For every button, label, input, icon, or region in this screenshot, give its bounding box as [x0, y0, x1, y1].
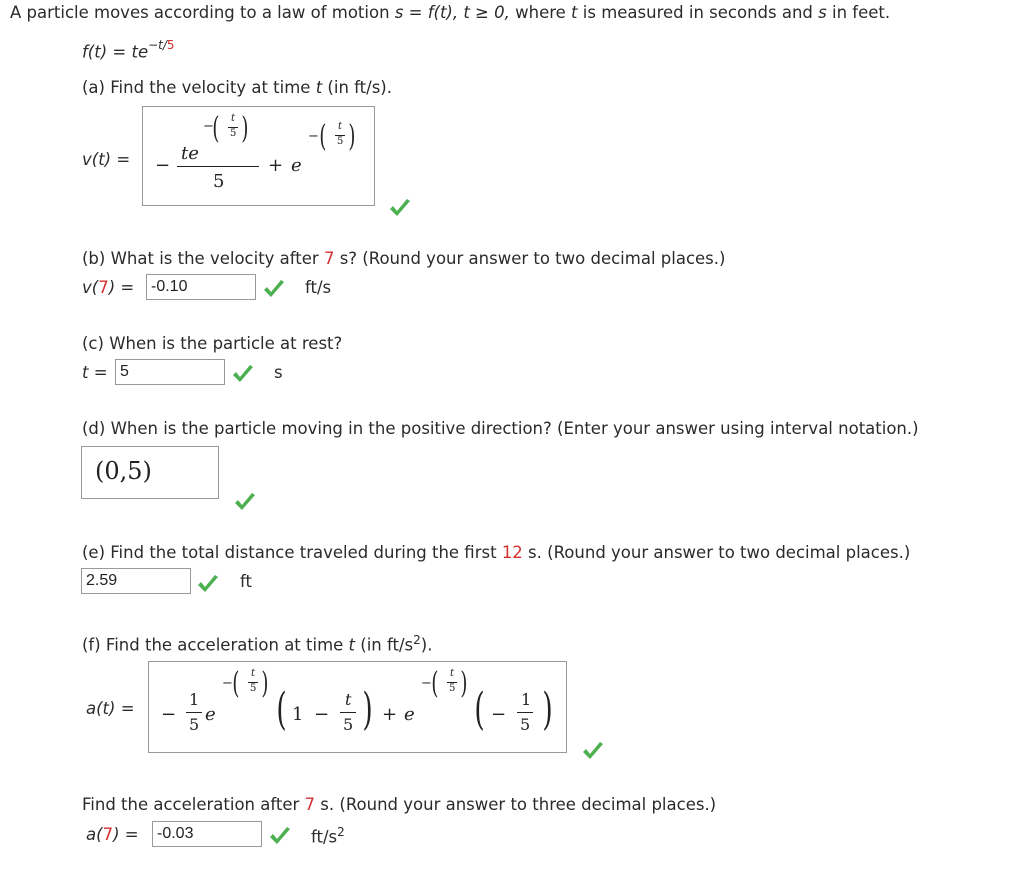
label-text: ): [113, 825, 120, 844]
label-eq: =: [124, 825, 139, 844]
math-expneg: −: [421, 676, 432, 691]
math-e: e: [205, 704, 216, 725]
unit-label: s: [274, 363, 283, 382]
prompt-var: t: [348, 635, 356, 655]
prompt-num: 7: [323, 249, 335, 268]
prompt-text: (e) Find the total distance traveled during the first: [82, 543, 502, 562]
distance-input[interactable]: 2.59: [81, 568, 191, 594]
label-num: 7: [98, 278, 109, 297]
prompt-text: (in ft/s: [355, 635, 414, 655]
prompt-var: t: [315, 78, 323, 97]
math-expneg: −: [203, 119, 214, 134]
check-icon: [231, 364, 255, 384]
label-eq: =: [120, 699, 135, 718]
paren-right: ): [362, 684, 373, 735]
math-minus: −: [155, 155, 171, 176]
unit-label: ft: [240, 572, 252, 591]
label-eq: =: [116, 150, 131, 169]
math-e: e: [291, 155, 302, 176]
func-base: te: [131, 42, 149, 62]
intro-text: in feet.: [826, 3, 891, 22]
paren-left: (: [431, 666, 439, 701]
intro-law: s = f(t), t ≥ 0,: [394, 3, 510, 22]
interval-answer-box[interactable]: [81, 446, 219, 499]
math-1: 1: [189, 690, 200, 709]
acceleration-7-input[interactable]: -0.03: [152, 821, 262, 847]
label-text: a(t): [86, 699, 116, 718]
intro-text: where: [509, 3, 572, 22]
paren-left: (: [474, 684, 485, 735]
paren-left: (: [232, 666, 240, 701]
rest-time-label: [82, 363, 108, 382]
prompt-text: Find the acceleration after: [82, 795, 305, 814]
label-text: v(: [82, 278, 99, 297]
frac-bar: [177, 166, 259, 167]
math-minus: −: [314, 704, 330, 725]
paren-right: ): [241, 111, 249, 146]
acceleration-7-label: [86, 825, 139, 844]
frac-bar: [517, 712, 533, 713]
label-text: a(: [86, 825, 103, 844]
paren-left: (: [212, 111, 220, 146]
unit-text: ft/s: [311, 827, 338, 847]
paren-left: (: [276, 684, 287, 735]
velocity-expression: [143, 107, 376, 207]
math-den: 5: [213, 171, 225, 192]
intro-text: A particle moves according to a law of motion: [10, 3, 395, 22]
math-5: 5: [449, 683, 456, 694]
prompt-text: s? (Round your answer to two decimal places.): [334, 249, 726, 268]
prompt-text: s. (Round your answer to three decimal places.): [315, 795, 717, 814]
part-c-prompt: (c) When is the particle at rest?: [82, 334, 343, 353]
rest-time-input[interactable]: 5: [115, 359, 225, 385]
acceleration-answer-box[interactable]: [148, 661, 567, 753]
prompt-text: (b) What is the velocity after: [82, 249, 324, 268]
part-a-prompt: [82, 78, 392, 97]
math-t: t: [338, 121, 343, 132]
math-5: 5: [230, 128, 237, 139]
part-e-prompt: [82, 543, 910, 562]
part-g-prompt: [82, 795, 716, 814]
part-b-prompt: [82, 249, 725, 268]
math-expneg: −: [308, 129, 319, 144]
label-text: ): [108, 278, 116, 297]
func-lhs: f(t): [82, 42, 108, 62]
intro-var: t: [571, 3, 578, 22]
part-f-prompt: [82, 633, 432, 655]
label-eq: =: [93, 363, 108, 382]
math-5: 5: [520, 715, 531, 734]
velocity-7-input[interactable]: -0.10: [146, 274, 256, 300]
func-exp: −t/: [148, 38, 167, 52]
math-1: 1: [521, 690, 532, 709]
unit-label: [311, 825, 345, 847]
check-icon: [196, 574, 220, 594]
frac-bar: [340, 712, 356, 713]
prompt-text: (f) Find the acceleration at time: [82, 635, 349, 655]
acceleration-expression: [149, 662, 568, 754]
unit-label: ft/s: [305, 278, 332, 297]
part-d-prompt: (d) When is the particle moving in the positive direction? (Enter your answer using interval notation.): [82, 419, 919, 438]
prompt-num: 12: [501, 543, 523, 562]
math-5: 5: [337, 136, 344, 147]
check-icon: [581, 741, 605, 761]
interval-value: (0,5): [95, 457, 152, 485]
paren-left: (: [319, 119, 327, 154]
math-minus: −: [161, 704, 177, 725]
math-t: t: [231, 113, 236, 124]
math-plus: +: [268, 155, 284, 176]
math-t: t: [345, 690, 352, 709]
label-text: t: [82, 363, 89, 382]
math-neg: −: [491, 704, 507, 725]
math-one: 1: [292, 704, 304, 725]
problem-intro: [10, 3, 890, 22]
paren-right: ): [348, 119, 356, 154]
check-icon: [262, 279, 286, 299]
check-icon: [233, 492, 257, 512]
paren-right: ): [542, 684, 553, 735]
math-5: 5: [343, 715, 354, 734]
unit-sup: 2: [337, 825, 345, 839]
intro-var: s: [818, 3, 827, 22]
function-definition: [82, 40, 175, 62]
intro-text: is measured in seconds and: [577, 3, 819, 22]
prompt-text: (a) Find the velocity at time: [82, 78, 316, 97]
prompt-text: ).: [420, 635, 433, 655]
prompt-num: 7: [304, 795, 316, 814]
velocity-answer-box[interactable]: [142, 106, 375, 206]
acceleration-label: [86, 699, 135, 718]
label-num: 7: [102, 825, 114, 844]
check-icon: [388, 198, 412, 218]
math-te: te: [181, 143, 199, 164]
frac-bar: [186, 712, 202, 713]
math-plus: +: [382, 704, 398, 725]
math-e: e: [404, 704, 415, 725]
prompt-sup: 2: [413, 633, 421, 647]
velocity-7-label: [82, 278, 134, 297]
math-5: 5: [250, 683, 257, 694]
math-5: 5: [189, 715, 200, 734]
func-exp-num: 5: [166, 38, 175, 52]
math-t: t: [251, 668, 256, 679]
paren-right: ): [460, 666, 468, 701]
label-text: v(t): [82, 150, 112, 169]
prompt-text: (in ft/s).: [322, 78, 392, 97]
paren-right: ): [261, 666, 269, 701]
math-t: t: [450, 668, 455, 679]
label-eq: =: [120, 278, 135, 297]
func-eq: =: [107, 42, 132, 62]
velocity-label: [82, 150, 130, 169]
math-expneg: −: [222, 676, 233, 691]
prompt-text: s. (Round your answer to two decimal places.): [522, 543, 911, 562]
check-icon: [268, 826, 292, 846]
